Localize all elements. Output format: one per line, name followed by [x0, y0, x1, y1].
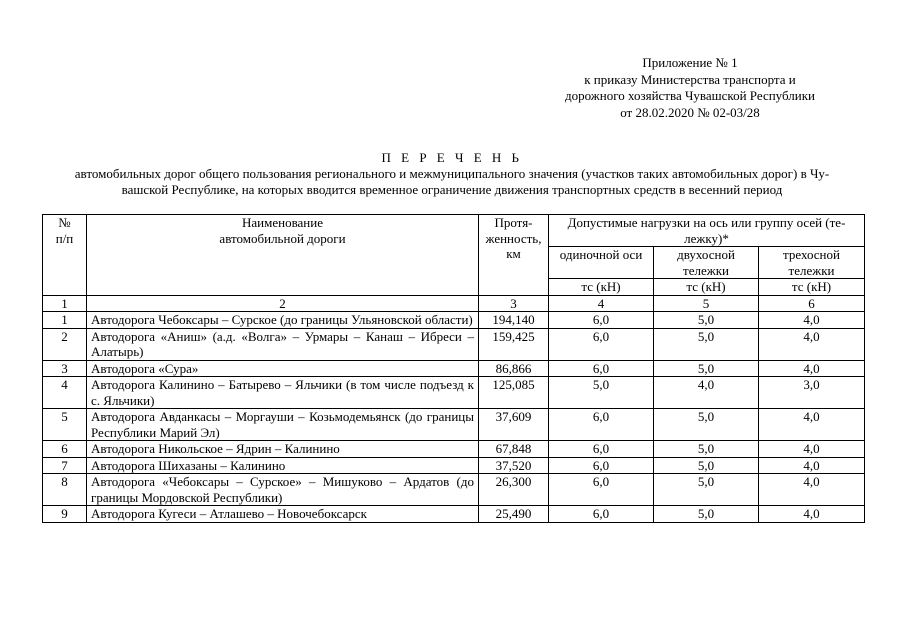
cell-length: 194,140	[479, 312, 549, 329]
table-row	[43, 328, 865, 360]
cell-single-axle: 6,0	[549, 360, 654, 377]
document-title: П Е Р Е Ч Е Н Ь	[381, 150, 523, 165]
cell-triple-axle: 4,0	[759, 328, 865, 360]
header-unit: тс (кН)	[654, 279, 759, 296]
cell-length: 25,490	[479, 506, 549, 523]
cell-double-axle: 5,0	[654, 360, 759, 377]
cell-number: 9	[43, 506, 87, 523]
cell-single-axle: 6,0	[549, 312, 654, 329]
header-loads: Допустимые нагрузки на ось или группу осей (те- лежку)*	[549, 215, 865, 247]
table-row	[43, 409, 865, 441]
appendix-line: к приказу Министерства транспорта и	[584, 71, 796, 87]
header-triple-axle: трехосной тележки	[759, 247, 865, 279]
column-number-row	[43, 295, 865, 312]
column-number: 3	[479, 295, 549, 312]
cell-length: 37,609	[479, 409, 549, 441]
cell-double-axle: 4,0	[654, 377, 759, 409]
appendix-header	[500, 55, 880, 121]
cell-road-name: Автодорога «Сура»	[87, 360, 479, 377]
cell-number: 2	[43, 328, 87, 360]
cell-triple-axle: 4,0	[759, 506, 865, 523]
table-row	[43, 506, 865, 523]
subtitle-line: автомобильных дорог общего пользования регионального и межмуниципального значения (участков таких автомобильных дорог) в Чу-	[74, 166, 830, 181]
cell-number: 4	[43, 377, 87, 409]
subtitle-line: вашской Республике, на которых вводится временное ограничение движения транспортных средств в весенний период	[121, 182, 783, 197]
cell-road-name: Автодорога Калинино – Батырево – Яльчики (в том числе подъезд к с. Яльчики)	[87, 377, 479, 409]
cell-road-name: Автодорога Кугеси – Атлашево – Новочебоксарск	[87, 506, 479, 523]
cell-road-name: Автодорога «Аниш» (а.д. «Волга» – Урмары – Канаш – Ибреси – Алатырь)	[87, 328, 479, 360]
cell-number: 8	[43, 474, 87, 506]
cell-number: 1	[43, 312, 87, 329]
cell-triple-axle: 4,0	[759, 312, 865, 329]
cell-road-name: Автодорога Никольское – Ядрин – Калинино	[87, 441, 479, 458]
header-double-axle: двухосной тележки	[654, 247, 759, 279]
table-row	[43, 312, 865, 329]
cell-single-axle: 6,0	[549, 409, 654, 441]
cell-road-name: Автодорога Чебоксары – Сурское (до границы Ульяновской области)	[87, 312, 479, 329]
cell-number: 6	[43, 441, 87, 458]
cell-double-axle: 5,0	[654, 457, 759, 474]
cell-number: 3	[43, 360, 87, 377]
cell-single-axle: 6,0	[549, 328, 654, 360]
cell-single-axle: 6,0	[549, 474, 654, 506]
cell-single-axle: 6,0	[549, 506, 654, 523]
table-row	[43, 360, 865, 377]
cell-double-axle: 5,0	[654, 441, 759, 458]
cell-triple-axle: 3,0	[759, 377, 865, 409]
cell-single-axle: 5,0	[549, 377, 654, 409]
cell-triple-axle: 4,0	[759, 360, 865, 377]
cell-length: 67,848	[479, 441, 549, 458]
cell-length: 86,866	[479, 360, 549, 377]
header-unit: тс (кН)	[759, 279, 865, 296]
header-name: Наименование автомобильной дороги	[87, 215, 479, 296]
table-row	[43, 457, 865, 474]
cell-triple-axle: 4,0	[759, 457, 865, 474]
cell-single-axle: 6,0	[549, 441, 654, 458]
document-subtitle	[40, 166, 864, 198]
header-unit: тс (кН)	[549, 279, 654, 296]
column-number: 2	[87, 295, 479, 312]
table-row	[43, 474, 865, 506]
cell-length: 26,300	[479, 474, 549, 506]
cell-double-axle: 5,0	[654, 328, 759, 360]
column-number: 4	[549, 295, 654, 312]
appendix-line: дорожного хозяйства Чувашской Республики	[564, 88, 816, 103]
table-row	[43, 377, 865, 409]
column-number: 6	[759, 295, 865, 312]
cell-road-name: Автодорога «Чебоксары – Сурское» – Мишуково – Ардатов (до границы Мордовской Республики)	[87, 474, 479, 506]
cell-triple-axle: 4,0	[759, 409, 865, 441]
cell-number: 5	[43, 409, 87, 441]
cell-road-name: Автодорога Авданкасы – Моргауши – Козьмодемьянск (до границы Республики Марий Эл)	[87, 409, 479, 441]
header-num: № п/п	[43, 215, 87, 296]
cell-number: 7	[43, 457, 87, 474]
cell-triple-axle: 4,0	[759, 441, 865, 458]
appendix-line: от 28.02.2020 № 02-03/28	[620, 104, 760, 120]
cell-double-axle: 5,0	[654, 506, 759, 523]
cell-double-axle: 5,0	[654, 312, 759, 329]
roads-table	[42, 214, 865, 523]
header-row	[43, 215, 865, 247]
header-length: Протя- женность, км	[479, 215, 549, 296]
header-single-axle: одиночной оси	[549, 247, 654, 279]
table-row	[43, 441, 865, 458]
column-number: 1	[43, 295, 87, 312]
column-number: 5	[654, 295, 759, 312]
cell-road-name: Автодорога Шихазаны – Калинино	[87, 457, 479, 474]
cell-length: 125,085	[479, 377, 549, 409]
cell-double-axle: 5,0	[654, 474, 759, 506]
cell-double-axle: 5,0	[654, 409, 759, 441]
cell-triple-axle: 4,0	[759, 474, 865, 506]
cell-length: 37,520	[479, 457, 549, 474]
cell-length: 159,425	[479, 328, 549, 360]
cell-single-axle: 6,0	[549, 457, 654, 474]
appendix-line: Приложение № 1	[642, 55, 738, 70]
